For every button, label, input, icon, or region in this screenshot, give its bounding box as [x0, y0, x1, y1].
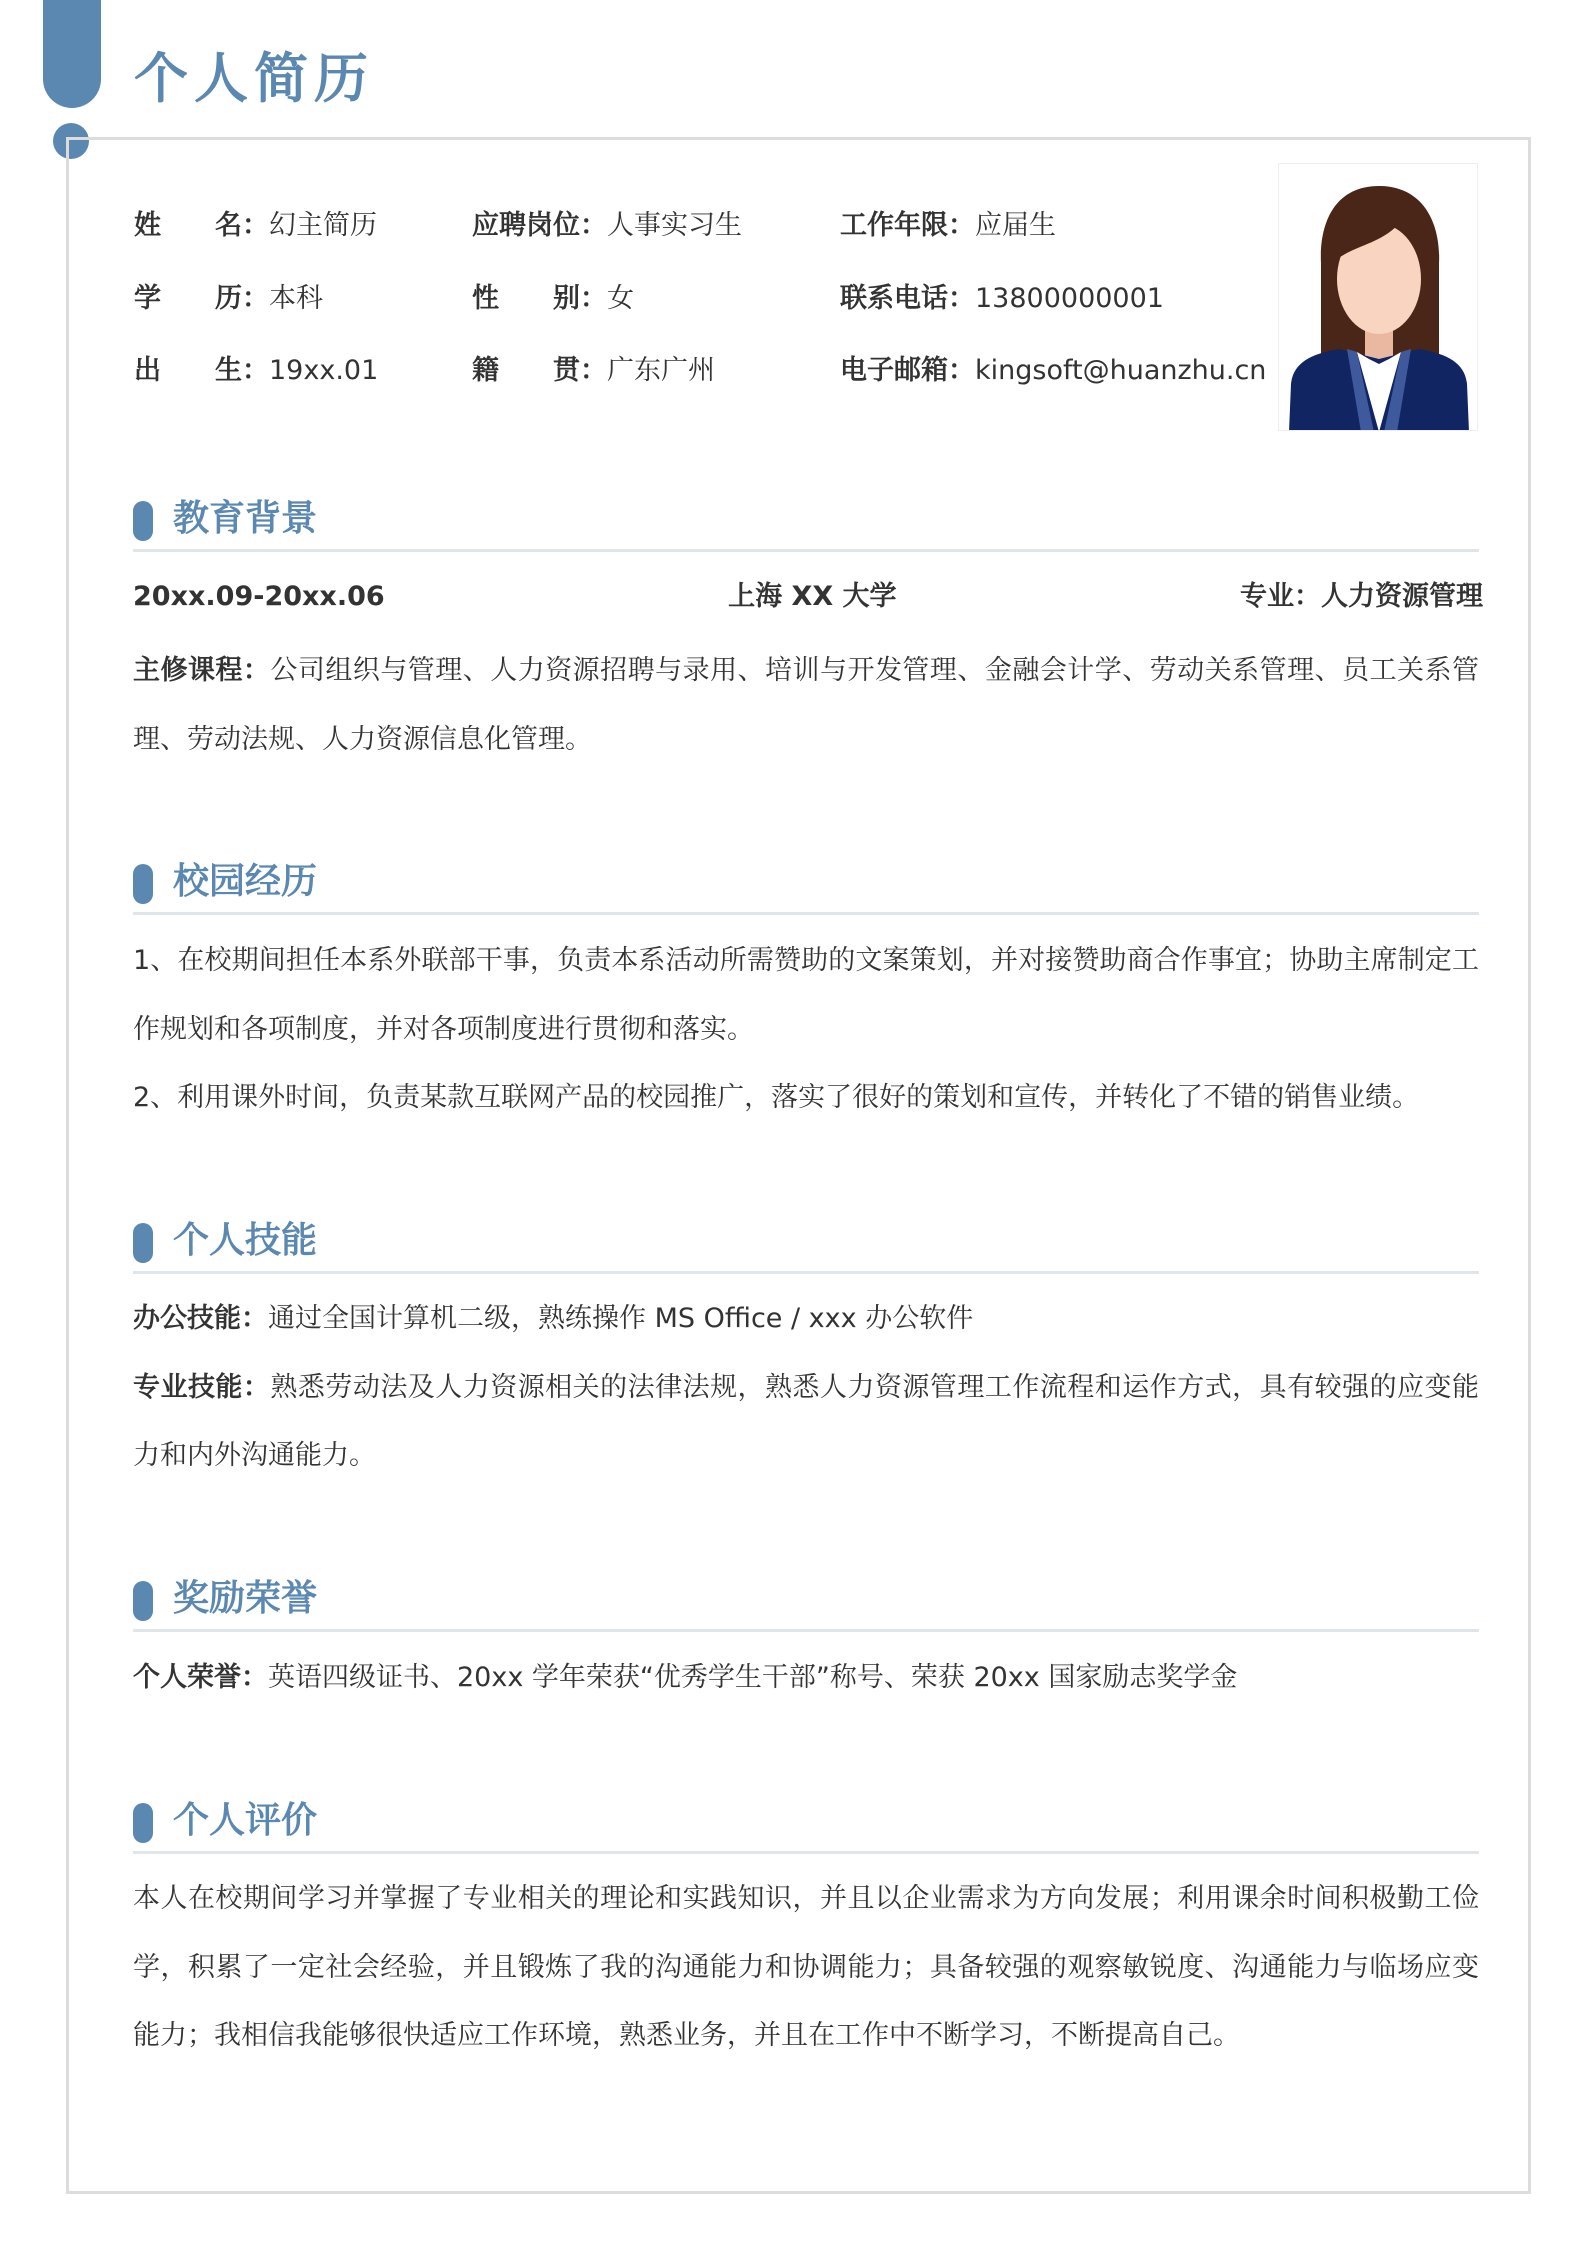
info-label: 工作年限：: [840, 210, 975, 241]
section-marker: [133, 864, 153, 904]
info-hometown: [472, 353, 715, 389]
education-major: 专业：人力资源管理: [1240, 581, 1483, 612]
info-value: 广东广州: [607, 355, 715, 386]
info-label: 联系电话：: [840, 283, 975, 314]
skills-list: [133, 1285, 1479, 1491]
section-marker: [133, 1223, 153, 1263]
campus-item: 2、利用课外时间，负责某款互联网产品的校园推广，落实了很好的策划和宣传，并转化了不错的销售业绩。: [133, 1082, 1420, 1113]
info-label: 姓 名：: [134, 210, 269, 241]
education-courses: [133, 637, 1479, 774]
skill-text: 通过全国计算机二级，熟练操作 MS Office / xxx 办公软件: [268, 1303, 974, 1334]
info-education: [134, 281, 323, 317]
info-phone: [840, 281, 1164, 317]
section-header-evaluation: [133, 1801, 1479, 1854]
section-marker: [133, 1581, 153, 1621]
section-marker: [133, 1803, 153, 1843]
section-header-skills: [133, 1221, 1479, 1274]
info-label: 性 别：: [472, 283, 607, 314]
evaluation-text: 本人在校期间学习并掌握了专业相关的理论和实践知识，并且以企业需求为方向发展；利用课余时间积极勤工俭学，积累了一定社会经验，并且锻炼了我的沟通能力和协调能力；具备较强的观察敏锐度、沟通能力与临场应变能力；我相信我能够很快适应工作环境，熟悉业务，并且在工作中不断学习，不断提高自己。: [133, 1883, 1479, 2051]
section-header-education: [133, 499, 1479, 552]
info-label: 电子邮箱：: [840, 355, 975, 386]
section-title: 个人技能: [173, 1220, 318, 1261]
education-school: 上海 XX 大学: [728, 581, 897, 612]
skill-label: 专业技能：: [133, 1371, 271, 1403]
section-title: 奖励荣誉: [173, 1578, 318, 1619]
awards-content: 英语四级证书、20xx 学年荣获“优秀学生干部”称号、荣获 20xx 国家励志奖学金: [268, 1662, 1238, 1693]
info-value: 19xx.01: [269, 355, 379, 386]
info-name: [134, 208, 377, 244]
info-experience: [840, 208, 1056, 244]
avatar-illustration: [1279, 164, 1478, 431]
info-value: 幻主简历: [269, 210, 377, 241]
header-accent-bar: [43, 0, 101, 108]
skill-text: 熟悉劳动法及人力资源相关的法律法规，熟悉人力资源管理工作流程和运作方式，具有较强的应变能力和内外沟通能力。: [133, 1371, 1480, 1471]
info-birth: [134, 353, 378, 389]
awards-label: 个人荣誉：: [133, 1662, 268, 1693]
info-gender: [472, 281, 634, 317]
info-email: [840, 353, 1266, 389]
section-title: 个人评价: [173, 1800, 318, 1841]
awards-text: [133, 1644, 1479, 1713]
campus-item: 1、在校期间担任本系外联部干事，负责本系活动所需赞助的文案策划，并对接赞助商合作事宜；协助主席制定工作规划和各项制度，并对各项制度进行贯彻和落实。: [133, 945, 1479, 1045]
skill-label: 办公技能：: [133, 1303, 268, 1334]
info-value: 应届生: [975, 210, 1056, 241]
campus-list: [133, 927, 1479, 1133]
info-value: 女: [607, 283, 634, 314]
section-header-awards: [133, 1579, 1479, 1632]
section-title: 教育背景: [173, 498, 318, 539]
info-value: 13800000001: [975, 283, 1164, 314]
info-value: 人事实习生: [607, 210, 742, 241]
section-marker: [133, 501, 153, 541]
section-title: 校园经历: [173, 861, 318, 902]
info-label: 出 生：: [134, 355, 269, 386]
info-value: 本科: [269, 283, 323, 314]
profile-photo: [1278, 163, 1478, 431]
info-label: 籍 贯：: [472, 355, 607, 386]
info-label: 学 历：: [134, 283, 269, 314]
info-value: kingsoft@huanzhu.cn: [975, 355, 1267, 386]
courses-text: 公司组织与管理、人力资源招聘与录用、培训与开发管理、金融会计学、劳动关系管理、员工关系管理、劳动法规、人力资源信息化管理。: [133, 655, 1480, 755]
education-period: 20xx.09-20xx.06: [133, 581, 385, 612]
courses-label: 主修课程：: [133, 655, 271, 686]
skill-office: [133, 1285, 1479, 1354]
info-label: 应聘岗位：: [472, 210, 607, 241]
skill-professional: [133, 1354, 1479, 1491]
info-position: [472, 208, 742, 244]
education-row: [133, 577, 1483, 617]
page-title: 个人简历: [134, 47, 374, 110]
section-header-campus: [133, 862, 1479, 915]
